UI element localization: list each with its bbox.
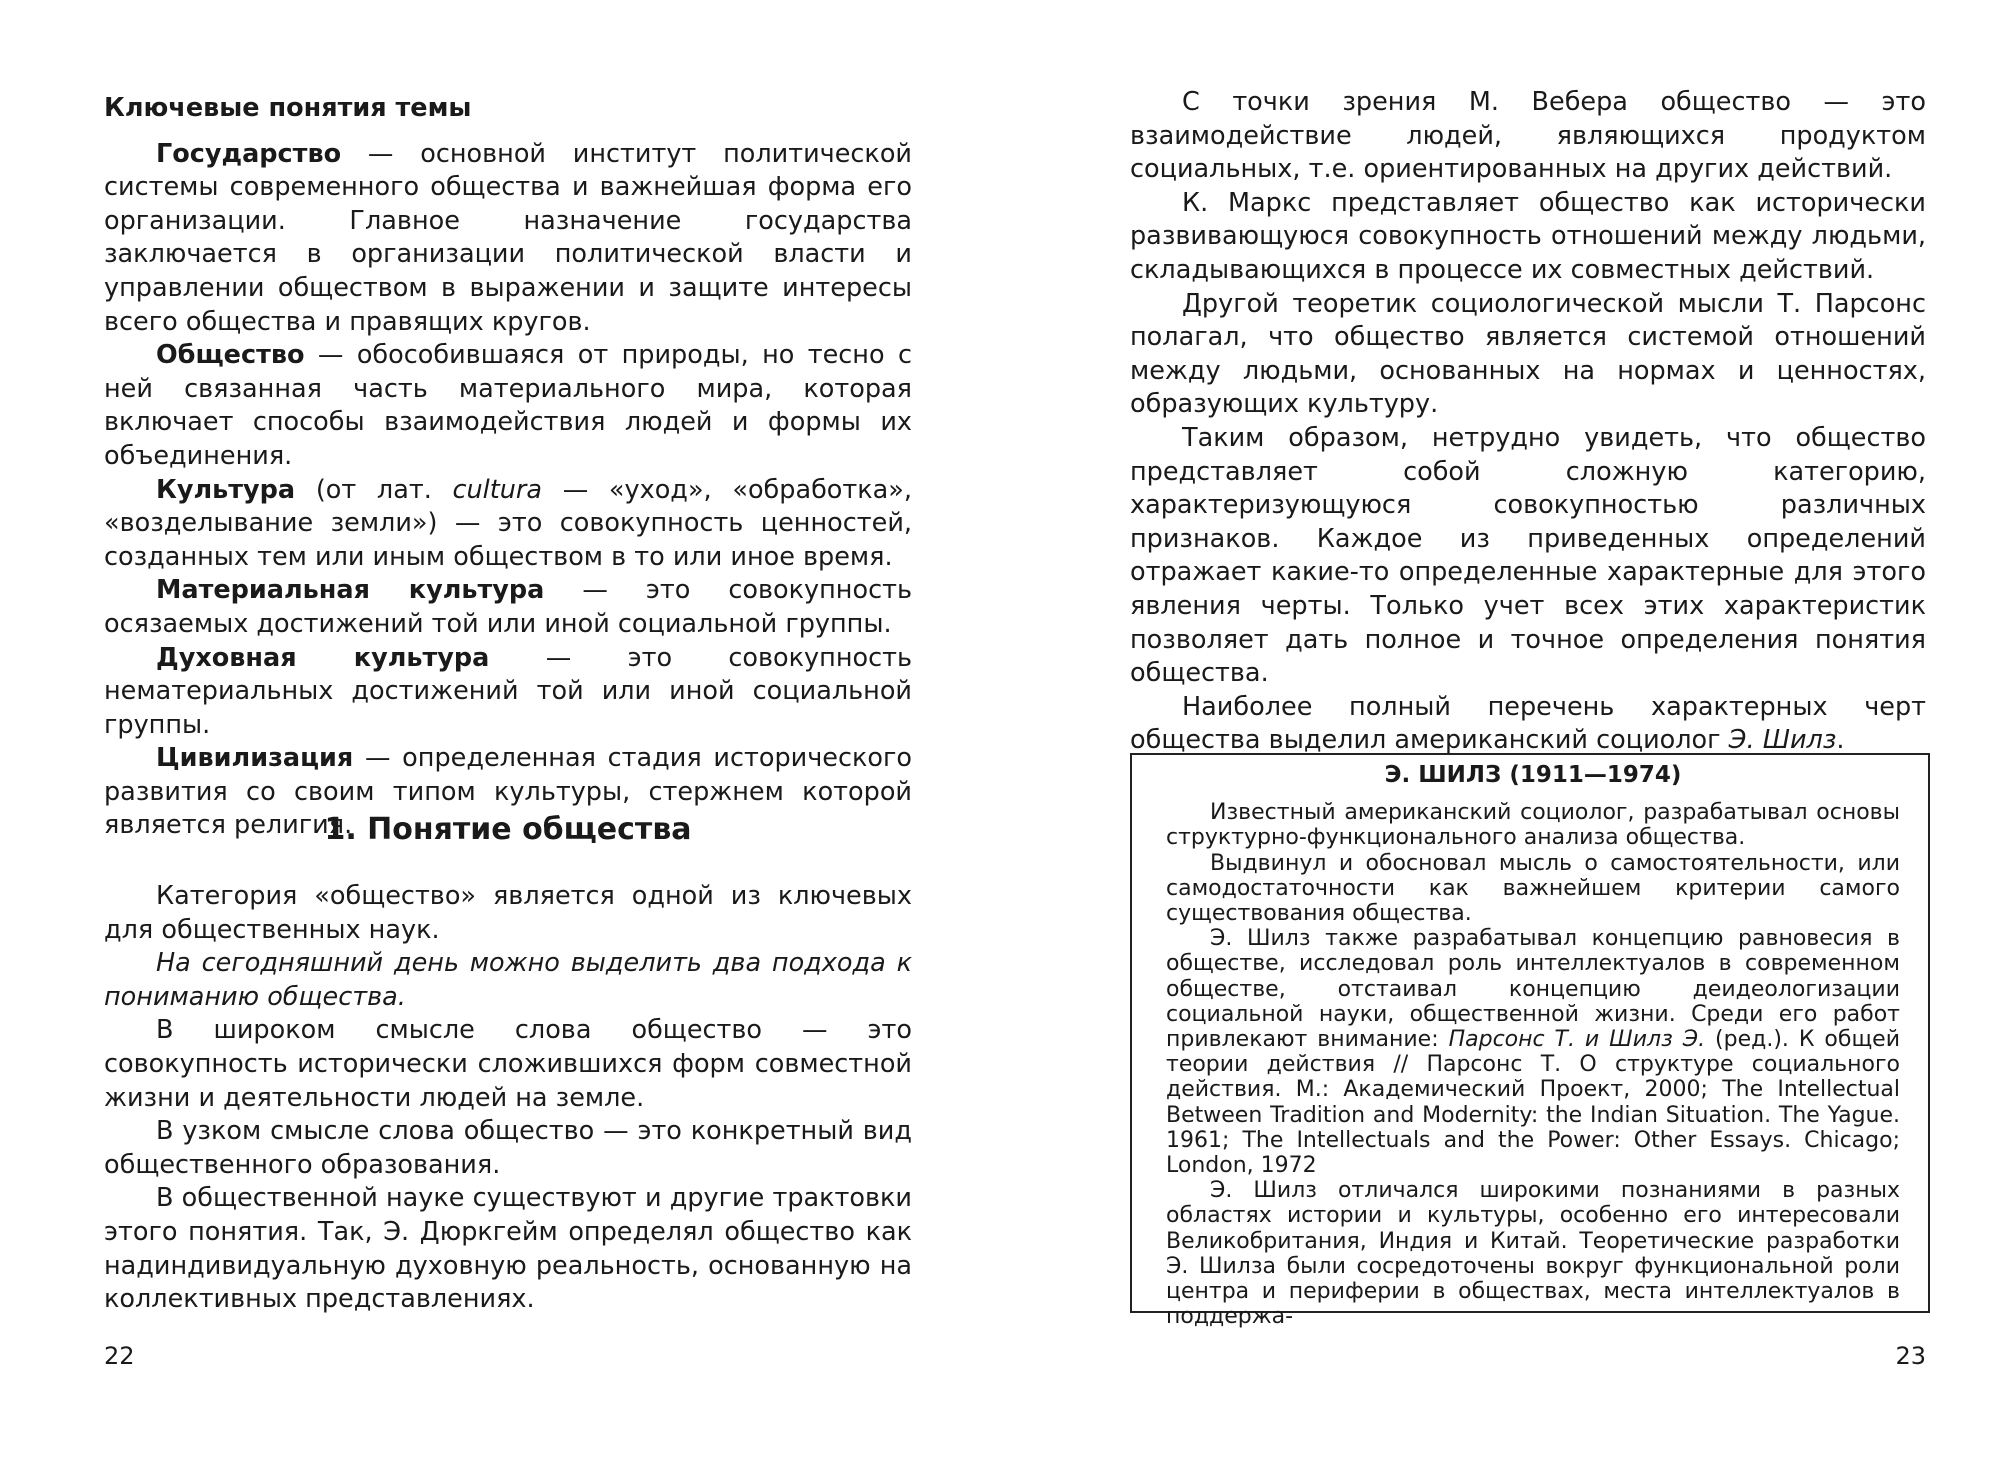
term-material-culture-definition: — это совокупность осязаемых достижений той или иной социальной группы.: [104, 575, 912, 639]
term-state: Государство: [156, 138, 342, 169]
section-title: 1. Понятие общества: [324, 812, 692, 847]
bio-works-start: Э. Шилз также разрабатывал концепцию равновесия в обществе, исследовал роль интеллектуалов в современном обществе, отстаивал концепцию деидеологизации социальной науки, общественной жизни. Среди его работ привлекают внимание:: [1166, 926, 1900, 1053]
term-material-culture: Материальная культура: [156, 575, 545, 606]
body-paragraph-last: Наиболее полный перечень характерных черт общества выделил американский социолог Э. Шилз.: [1130, 691, 1926, 756]
term-culture: Культура: [156, 474, 296, 505]
left-page: [104, 0, 912, 1458]
term-society-definition: — обособившаяся от природы, но тесно с ней связанная часть материального мира, которая включает способы взаимодействия людей и формы их объединения.: [104, 340, 912, 471]
biography-box: [1130, 753, 1930, 1330]
body-paragraph: В узком смысле слова общество — это конкретный вид общественного образования.: [104, 1116, 912, 1180]
term-paragraph-material-culture: [104, 574, 912, 641]
biography-title: Э. ШИЛЗ (1911—1974): [1384, 762, 1682, 788]
term-spiritual-culture-definition: — это совокупность нематериальных достижений той или иной социальной группы.: [104, 642, 912, 740]
last-paragraph-name: Э. Шилз: [1728, 725, 1837, 756]
term-paragraph-society: [104, 339, 912, 473]
right-text-column: [1130, 86, 1926, 758]
section-body: [104, 880, 912, 1317]
page-number-left: 22: [104, 1342, 135, 1370]
biography-paragraph: Э. Шилз отличался широкими познаниями в разных областях истории и культуры, особенно его интересовали Великобритания, Индия и Китай. Теоретические разработки Э. Шилза были сосредоточены вокруг функциональной роли центра и периферии в обществах, места интеллектуалов в поддержа-: [1166, 1178, 1900, 1330]
bio-works-authors: Парсонс Т. и Шилз Э.: [1448, 1027, 1706, 1053]
term-paragraph-culture: [104, 474, 912, 575]
bio-works-end: (ред.). К общей теории действия // Парсонс Т. О структуре социального действия. М.: Академический Проект, 2000; The Intellectual Between Tradition and Modernity: the Indian Situation. The Yague. 1961; The Intellectuals and the Power: Other Essays. Chicago; London, 1972: [1166, 1027, 1900, 1179]
body-paragraph-italic: На сегодняшний день можно выделить два подхода к пониманию общества.: [104, 948, 912, 1012]
body-paragraph: В широком смысле слова общество — это совокупность исторически сложившихся форм совместной жизни и деятельности людей на земле.: [104, 1015, 912, 1113]
body-paragraph: В общественной науке существуют и другие трактовки этого понятия. Так, Э. Дюркгейм определял общество как надиндивидуальную духовную реальность, основанную на коллективных представлениях.: [104, 1183, 912, 1315]
term-paragraph-spiritual-culture: [104, 642, 912, 743]
term-state-definition: — основной институт политической системы современного общества и важнейшая форма его организации. Главное назначение государства заключается в организации политической власти и управлении обществом в выражении и защите интересы всего общества и правящих кругов.: [104, 138, 912, 337]
biography-paragraph: Выдвинул и обосновал мысль о самостоятельности, или самодостаточности как важнейшем критерии самого существования общества.: [1166, 850, 1900, 927]
last-paragraph-text: Наиболее полный перечень характерных черт общества выделил американский социолог: [1130, 691, 1926, 756]
biography-paragraph: Известный американский социолог, разрабатывал основы структурно-функционального анализа общества.: [1166, 800, 1900, 851]
term-civilization: Цивилизация: [156, 743, 354, 774]
key-concepts-heading: Ключевые понятия темы: [104, 93, 472, 123]
term-society: Общество: [156, 340, 305, 371]
body-paragraph: Другой теоретик социологической мысли Т. Парсонс полагал, что общество является системой отношений между людьми, основанных на нормах и ценностях, образующих культуру.: [1130, 288, 1926, 420]
term-culture-definition: — «уход», «обработка», «возделывание земли») — это совокупность ценностей, созданных тем или иным обществом в то или иное время.: [104, 474, 912, 572]
key-concepts-section: [104, 92, 912, 843]
term-paragraph-state: [104, 138, 912, 340]
page-number-right: 23: [1895, 1342, 1926, 1370]
right-page: [1130, 0, 1926, 1458]
term-culture-latin: cultura: [452, 474, 543, 505]
term-culture-prefix: (от лат.: [295, 474, 453, 505]
body-paragraph: С точки зрения М. Вебера общество — это взаимодействие людей, являющихся продуктом социальных, т.е. ориентированных на других действий.: [1130, 87, 1926, 185]
biography-paragraph-works: [1166, 926, 1900, 1178]
body-paragraph: Таким образом, нетрудно увидеть, что общество представляет собой сложную категорию, характеризующуюся совокупностью различных признаков. Каждое из приведенных определений отражает какие-то определенные характерные для этого явления черты. Только учет всех этих характеристик позволяет дать полное и точное определения понятия общества.: [1130, 422, 1926, 689]
body-paragraph: Категория «общество» является одной из ключевых для общественных наук.: [104, 881, 912, 945]
body-paragraph: К. Маркс представляет общество как исторически развивающуюся совокупность отношений между людьми, складывающихся в процессе их совместных действий.: [1130, 187, 1926, 285]
term-civilization-definition: — определенная стадия исторического развития со своим типом культуры, стержнем которой является религия.: [104, 743, 912, 841]
term-spiritual-culture: Духовная культура: [156, 642, 490, 673]
